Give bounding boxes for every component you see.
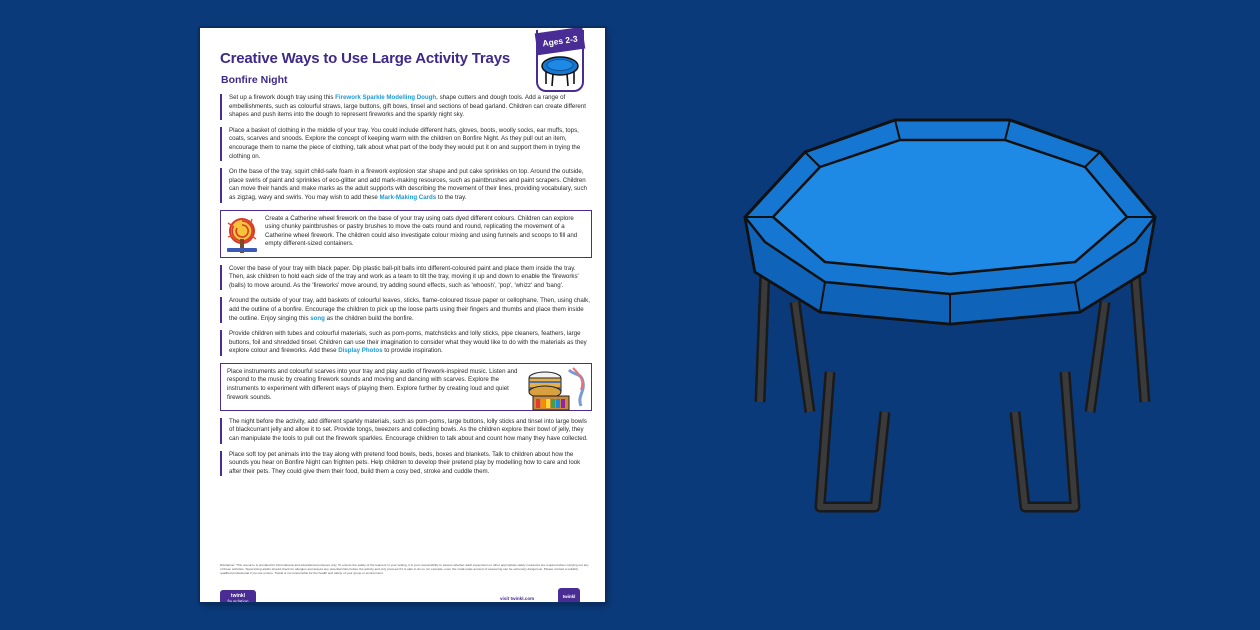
- display-photos-link[interactable]: Display Photos: [338, 347, 383, 355]
- text: to the tray.: [436, 193, 467, 201]
- text: Place soft toy pet animals into the tray along with pretend food bowls, beds, boxes and blankets. Talk to children about how the sounds you hear on Bonfire Night can frighten pets. Help children to develop their pretend play by modelling how to care and look after their pets. They could give them their food, build them a cosy bed, stroke and cuddle them.: [229, 450, 581, 475]
- activity-item-foam-star: [220, 168, 592, 202]
- text: Set up a firework dough tray using this: [229, 94, 336, 101]
- age-badge: [536, 30, 584, 92]
- activity-item-tubes-materials: [220, 330, 592, 356]
- song-link[interactable]: song: [310, 314, 325, 322]
- text: Cover the base of your tray with black paper. Dip plastic ball-pit balls into different-coloured paint and place them inside the tray. Then, ask children to hold each side of the tray and work as a team to tilt the tray, moving it up and down to enable the 'fireworks' (balls) to move around. As the 'fireworks' move around, try adding sound effects, such as 'whoosh', 'pop', 'whizz' and 'bang'.: [229, 264, 579, 289]
- text: On the base of the tray, squirt child-safe foam in a firework explosion star shape and put cake sprinkles on top. Around the outside, place swirls of paint and sprinkles of eco-glitter and add mark-making resources, such as paintbrushes and paint scrapers. Children can move their hands and make marks as the adult supports with describing the movement of their lines, providing vocabulary, such as zigzag, wavy and swirls. You may wish to add these: [229, 168, 587, 201]
- text: Place a basket of clothing in the middle of your tray. You could include different hats, gloves, boots, woolly socks, ear muffs, tops, coats, scarves and snoods. Explore the concept of keeping warm with the children on Bonfire Night. As they pull out an item, encourage them to name the piece of clothing, talk about what part of the body they would put it on and support them in trying the clothing on.: [229, 126, 581, 160]
- activity-item-firework-dough: [220, 94, 592, 120]
- page-subtitle: Bonfire Night: [221, 74, 288, 86]
- text: to provide inspiration.: [382, 347, 443, 355]
- svg-text:twinkl: twinkl: [562, 594, 576, 599]
- mark-making-cards-link[interactable]: Mark-Making Cards: [379, 193, 437, 201]
- text: The night before the activity, add different sparkly materials, such as pom-poms, large buttons, lolly sticks and tinsel into large bowls of blackcurrant jelly and allow it to set. Provide tongs, tweezers and collecting bowls. As the children explore their bowl of jelly, they can manipulate the tools to pull out the firework sparkles. Encourage children to talk about and count how many they have collected.: [229, 417, 588, 443]
- age-badge-tray-icon: [540, 54, 580, 88]
- drum-xylophone-illustration: [525, 366, 587, 414]
- activity-sheet: [200, 28, 605, 602]
- text: Place instruments and colourful scarves into your tray and play audio of firework-inspired music. Listen and respond to the music by creating firework sounds and moving and dancing with scarves. Explore the instruments to experiment with different ways of playing them. Explore further by creating loud and quiet firework sounds.: [227, 367, 518, 401]
- age-badge-label: Ages 2-3: [535, 28, 586, 55]
- activity-item-instruments: [220, 363, 592, 411]
- activity-item-pets: [220, 451, 592, 477]
- activity-list: [220, 94, 592, 483]
- footer-url[interactable]: visit twinkl.com: [500, 596, 535, 601]
- activity-item-jelly-sparkles: [220, 418, 592, 444]
- text: , shape cutters and dough tools. Add a range of embellishments, such as colourful straws, large buttons, gift bows, tinsel and sections of bead garland. Children can create different shapes and push items into the dough to represent fireworks and the sparkly night sky.: [229, 94, 586, 119]
- firework-dough-link[interactable]: Firework Sparkle Modelling Dough: [335, 94, 437, 101]
- disclaimer: Disclaimer: This resource is provided for informational and educational purposes only. To ensure the safety of the learners in your setting, it is your responsibility to assess whether adult supervision or other appropriate safety measures are required when carrying out any of these activities. Supervising adults should check for allergies and assess any potential risks before the activity and only proceed if it is safe to do so, for example, even the small-scale amount of seasoning can be extremely dangerous. Please contact a suitably qualified professional if you are unsure. Twinkl is not responsible for the health and safety of your group or environment.: [220, 563, 589, 575]
- text: as the children build the bonfire.: [324, 314, 414, 322]
- svg-text:twinkl: twinkl: [230, 593, 246, 599]
- activity-tray-illustration: [735, 112, 1165, 522]
- catherine-wheel-illustration: [224, 215, 260, 255]
- text: Around the outside of your tray, add baskets of colourful leaves, sticks, flame-coloured tissue paper or cellophane. Then, using chalk, add the outline of a bonfire. Encourage the children to pick up the loose parts using their fingers and thumbs and place them inside the outline. Enjoy singing this: [229, 297, 590, 322]
- twinkl-badge: [558, 588, 580, 602]
- activity-item-ball-fireworks: [220, 265, 592, 291]
- page-title: Creative Ways to Use Large Activity Trays: [220, 50, 510, 67]
- activity-item-clothing-basket: [220, 127, 592, 161]
- activity-item-bonfire-outline: [220, 297, 592, 323]
- svg-text:foundation: foundation: [227, 599, 249, 602]
- twinkl-foundation-logo: [220, 590, 256, 602]
- text: Provide children with tubes and colourful materials, such as pom-poms, matchsticks and lolly sticks, pipe cleaners, feathers, large buttons, foil and shredded tinsel. Children can use their imagination to consider what they would like to do with the materials as they explore colour and fireworks. Add these: [229, 330, 587, 355]
- activity-item-catherine-wheel: [220, 210, 592, 258]
- text: Create a Catherine wheel firework on the base of your tray using oats dyed different colours. Children can explore using chunky paintbrushes or pastry brushes to move the oats round and round, replicating the movement of a Catherine wheel firework. The children could also investigate colour mixing and using funnels and scoops to fill and empty different-sized containers.: [265, 214, 578, 248]
